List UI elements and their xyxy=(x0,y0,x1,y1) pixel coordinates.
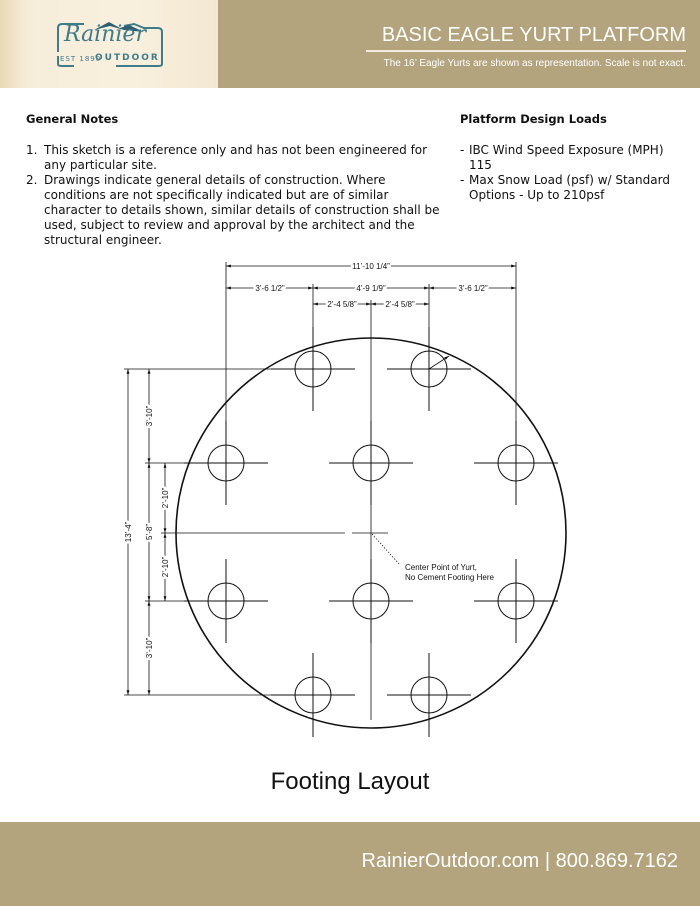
item-number: 1. xyxy=(26,143,38,157)
dim-left-width: 3’-6 1/2” xyxy=(255,284,285,293)
item-text: IBC Wind Speed Exposure (MPH) 115 xyxy=(469,143,664,172)
item-text: This sketch is a reference only and has not been engineered for any particular site. xyxy=(44,143,428,172)
item-bullet: - xyxy=(460,173,465,187)
design-loads-heading: Platform Design Loads xyxy=(460,112,607,126)
dim-half-right: 2’-4 5/8” xyxy=(385,300,415,309)
dim-bottom-height: 3’-10” xyxy=(145,637,154,659)
dim-overall-height: 13’-4” xyxy=(124,521,133,543)
item-text: Max Snow Load (psf) w/ Standard Options - Up to 210psf xyxy=(469,173,670,202)
dim-top-height: 3’-10” xyxy=(145,405,154,427)
dim-overall-width: 11’-10 1/4” xyxy=(352,262,390,271)
footer-contact: RainierOutdoor.com | 800.869.7162 xyxy=(361,850,678,872)
item-bullet: - xyxy=(460,143,465,157)
page-subtitle: The 16’ Eagle Yurts are shown as representation. Scale is not exact. xyxy=(383,58,686,69)
logo-est: EST 1890 xyxy=(60,55,102,63)
dim-mid-height: 5’-8” xyxy=(145,523,154,541)
general-notes-heading: General Notes xyxy=(26,112,119,126)
item-number: 2. xyxy=(26,173,38,187)
logo-sub: OUTDOOR xyxy=(95,53,160,63)
item-text: Drawings indicate general details of construction. Where conditions are not specifically indicated but are of similar character to details shown, similar details of construction shall be used, subject to review and approval by the architect and the structural engineer. xyxy=(44,173,440,247)
center-note-line1: Center Point of Yurt, xyxy=(405,563,477,572)
dim-lower-half: 2’-10” xyxy=(161,556,170,578)
dim-upper-half: 2’-10” xyxy=(161,487,170,509)
page-title: BASIC EAGLE YURT PLATFORM xyxy=(381,24,686,46)
figure-title: Footing Layout xyxy=(270,768,430,795)
center-leader-line xyxy=(372,534,400,565)
dim-half-left: 2’-4 5/8” xyxy=(327,300,357,309)
dim-right-width: 3’-6 1/2” xyxy=(458,284,488,293)
logo-name: Rainier xyxy=(64,22,146,47)
dim-middle-width: 4’-9 1/9” xyxy=(356,284,386,293)
center-note-line2: No Cement Footing Here xyxy=(405,573,494,582)
footer xyxy=(0,822,700,906)
